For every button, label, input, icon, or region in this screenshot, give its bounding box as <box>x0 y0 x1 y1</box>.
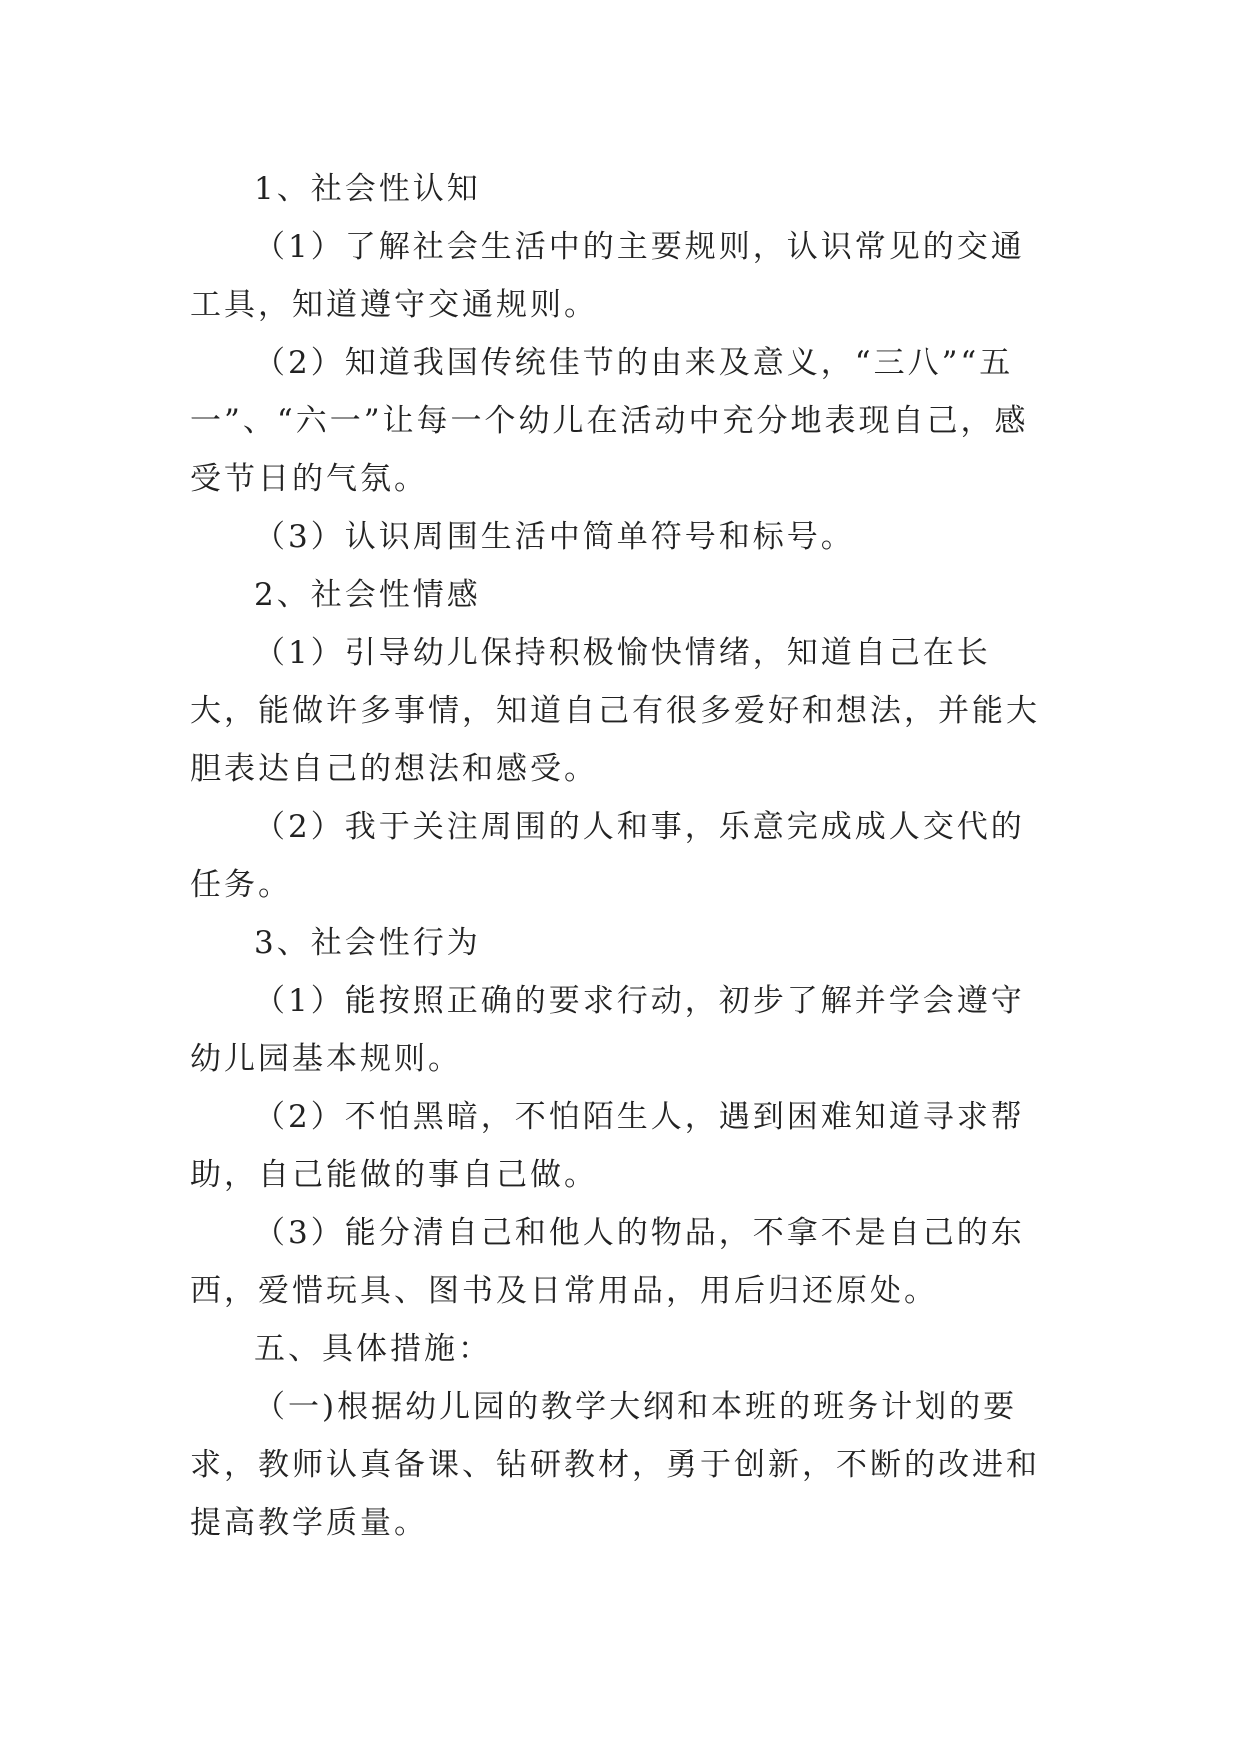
paragraph-care-for-others: （2）我于关注周围的人和事，乐意完成成人交代的任务。 <box>190 809 1025 903</box>
paragraph-belongings: （3）能分清自己和他人的物品，不拿不是自己的东西，爱惜玩具、图书及日常用品，用后归还原处。 <box>190 1215 1025 1309</box>
paragraph-not-afraid: （2）不怕黑暗，不怕陌生人，遇到困难知道寻求帮助，自己能做的事自己做。 <box>190 1099 1025 1193</box>
paragraph-symbols: （3）认识周围生活中简单符号和标号。 <box>254 519 855 555</box>
section-heading-social-cognition: 1、社会性认知 <box>254 171 481 207</box>
section-heading-social-emotion: 2、社会性情感 <box>254 577 481 613</box>
section-heading-social-behavior: 3、社会性行为 <box>254 925 481 961</box>
paragraph-teaching-plan: （一)根据幼儿园的教学大纲和本班的班务计划的要求，教师认真备课、钻研教材，勇于创新，不断的改进和提高教学质量。 <box>190 1389 1040 1541</box>
document-page <box>190 160 1055 1552</box>
section-heading-measures: 五、具体措施： <box>254 1331 492 1367</box>
paragraph-traffic-rules: （1）了解社会生活中的主要规则，认识常见的交通工具，知道遵守交通规则。 <box>190 229 1025 323</box>
paragraph-follow-rules: （1）能按照正确的要求行动，初步了解并学会遵守幼儿园基本规则。 <box>190 983 1025 1077</box>
paragraph-positive-emotion: （1）引导幼儿保持积极愉快情绪，知道自己在长大，能做许多事情，知道自己有很多爱好和想法，并能大胆表达自己的想法和感受。 <box>190 635 1040 787</box>
paragraph-festivals: （2）知道我国传统佳节的由来及意义，“三八”“五一”、“六一”让每一个幼儿在活动中充分地表现自己，感受节日的气氛。 <box>190 345 1029 497</box>
